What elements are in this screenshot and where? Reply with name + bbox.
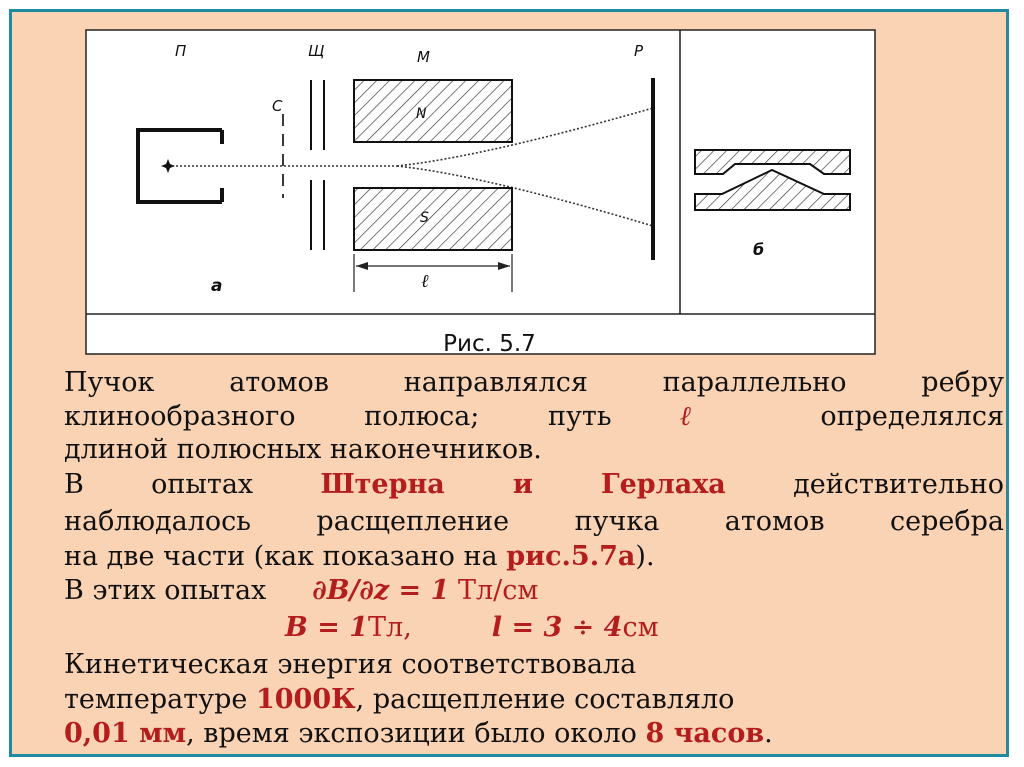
label-n: N <box>416 106 427 122</box>
label-s: S <box>420 210 429 226</box>
label-a: а <box>211 276 223 296</box>
label-c: С <box>272 97 283 115</box>
text-line-2: клинообразного полюса; путь ℓ определялся <box>64 401 1004 432</box>
magnet-south <box>354 188 512 250</box>
magnet-north <box>354 80 512 142</box>
text-line-3: длиной полюсных наконечников. <box>64 434 542 465</box>
text-line-4: В опытах Штерна и Герлаха действительно <box>64 469 1004 500</box>
label-l: ℓ <box>421 271 429 292</box>
label-p: П <box>175 42 187 60</box>
experiment-figure <box>12 12 1012 372</box>
slide <box>9 9 1009 757</box>
text-line-9: Кинетическая энергия соответствовала <box>64 649 637 680</box>
text-line-7: В этих опытах ∂B/∂z = 1 Тл/см <box>64 575 539 606</box>
label-m: М <box>417 48 430 66</box>
figure-caption: Рис. 5.7 <box>443 331 536 357</box>
text-line-1: Пучок атомов направлялся параллельно ребру <box>64 367 1004 398</box>
text-line-11: 0,01 мм, время экспозиции было около 8 часов. <box>64 718 773 749</box>
text-line-6: на две части (как показано на рис.5.7а). <box>64 541 655 572</box>
text-line-5: наблюдалось расщепление пучка атомов серебра <box>64 506 1004 537</box>
label-shch: Щ <box>308 42 325 60</box>
text-line-8: B = 1Тл, l = 3 ÷ 4см <box>285 612 659 643</box>
label-r: Р <box>634 42 644 60</box>
label-b: б <box>753 240 765 259</box>
text-line-10: температуре 1000К, расщепление составляло <box>64 684 735 715</box>
